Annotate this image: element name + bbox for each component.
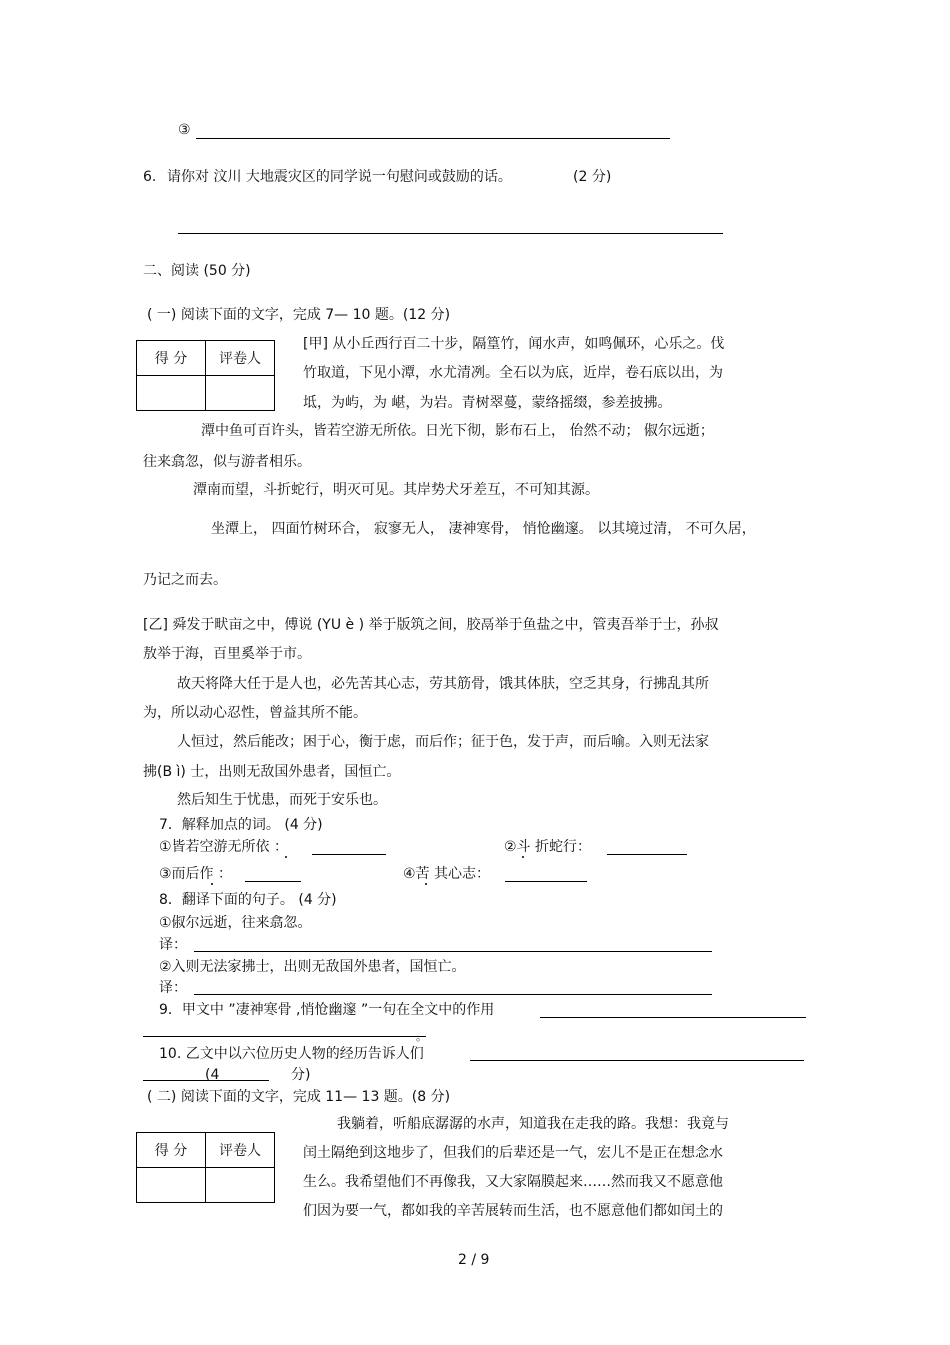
passage-2-line: 我躺着，听船底潺潺的水声，知道我在走我的路。我想：我竟与 xyxy=(337,1116,729,1132)
passage-yi-line: [乙] 舜发于畎亩之中，傅说 (YU è ) 举于版筑之间，胶鬲举于鱼盐之中，管夷吾举于士，孙叔 xyxy=(143,617,719,633)
section-title: 二、阅读 (50 分) xyxy=(143,263,251,279)
passage-jia-line: 潭中鱼可百许头，皆若空游无所依。日光下彻，影布石上， 佁然不动； 俶尔远逝； xyxy=(201,423,714,439)
grader-cell[interactable] xyxy=(206,1168,275,1203)
passage-jia-line: 乃记之而去。 xyxy=(143,572,227,588)
score-cell[interactable] xyxy=(137,376,206,411)
grader-label: 评卷人 xyxy=(206,341,275,376)
answer-line[interactable] xyxy=(194,994,712,995)
emphasis-dot xyxy=(211,883,213,885)
score-label: 得 分 xyxy=(137,341,206,376)
passage-yi-line: 敖举于海，百里奚举于市。 xyxy=(143,646,311,662)
passage-jia-line: 往来翕忽，似与游者相乐。 xyxy=(143,454,311,470)
question-7-item-d: ④苦 其心志： xyxy=(403,866,491,882)
answer-line[interactable] xyxy=(607,854,687,855)
question-6-text: 请你对 汶川 大地震灾区的同学说一句慰问或鼓励的话。 xyxy=(167,169,512,185)
passage-jia-line: [甲] 从小丘西行百二十步，隔篁竹，闻水声，如鸣佩环，心乐之。伐 xyxy=(303,336,725,352)
score-table xyxy=(136,340,275,411)
passage-2-line: 们因为要一气，都如我的辛苦展转而生活，也不愿意他们都如闰土的 xyxy=(303,1203,723,1219)
answer-line[interactable] xyxy=(194,951,712,952)
answer-line[interactable] xyxy=(505,881,587,882)
answer-line[interactable] xyxy=(540,1017,806,1018)
question-8-title: 8．翻译下面的句子。 (4 分) xyxy=(159,892,337,908)
part-1-heading: ( 一) 阅读下面的文字，完成 7— 10 题。(12 分) xyxy=(147,307,451,323)
part-2-heading: ( 二) 阅读下面的文字，完成 11— 13 题。(8 分) xyxy=(147,1089,451,1105)
question-7-item-a: ①皆若空游无所依 ： xyxy=(159,839,289,855)
answer-line[interactable] xyxy=(143,1036,426,1037)
score-label: 得 分 xyxy=(137,1133,206,1168)
question-10-text: 10. 乙文中以六位历史人物的经历告诉人们 xyxy=(159,1046,424,1062)
score-table xyxy=(136,1132,275,1203)
passage-jia-line: 坻，为屿，为 嵁，为岩。青树翠蔓，蒙络摇缀，参差披拂。 xyxy=(303,395,672,411)
page-number: 2 / 9 xyxy=(458,1252,490,1268)
answer-line[interactable] xyxy=(178,233,723,234)
question-7-title: 7．解释加点的词。 (4 分) xyxy=(159,817,323,833)
question-8-sentence-1: ①俶尔远逝，往来翕忽。 xyxy=(159,915,312,931)
answer-line[interactable] xyxy=(470,1060,804,1061)
passage-jia-line: 潭南而望，斗折蛇行，明灭可见。其岸势犬牙差互，不可知其源。 xyxy=(193,482,599,498)
passage-yi-line: 为，所以动心忍性，曾益其所不能。 xyxy=(143,705,367,721)
passage-yi-line: 拂(B ì) 士，出则无敌国外患者，国恒亡。 xyxy=(143,764,401,780)
emphasis-dot xyxy=(285,856,287,858)
translate-label: 译： xyxy=(159,980,187,996)
question-6-score: (2 分) xyxy=(573,169,612,185)
passage-jia-line: 竹取道，下见小潭，水尤清冽。全石以为底，近岸，卷石底以出，为 xyxy=(303,365,723,381)
question-9-text: 9．甲文中 ”凄神寒骨 ,悄怆幽邃 ”一句在全文中的作用 xyxy=(159,1002,495,1018)
question-7-item-b: ②斗 折蛇行： xyxy=(504,839,592,855)
emphasis-dot xyxy=(522,856,524,858)
passage-yi-line: 故天将降大任于是人也，必先苦其心志，劳其筋骨，饿其体肤，空乏其身，行拂乱其所 xyxy=(177,676,709,692)
grader-cell[interactable] xyxy=(206,376,275,411)
question-7-item-c: ③而后作 ： xyxy=(159,866,233,882)
translate-label: 译： xyxy=(159,937,187,953)
passage-yi-line: 人恒过，然后能改；困于心，衡于虑，而后作；征于色，发于声，而后喻。入则无法家 xyxy=(177,734,709,750)
item-3-marker: ③ xyxy=(178,122,191,138)
passage-yi-line: 然后知生于忧患，而死于安乐也。 xyxy=(177,792,387,808)
passage-2-line: 生么。我希望他们不再像我，又大家隔膜起来……然而我又不愿意他 xyxy=(303,1174,723,1190)
answer-line[interactable] xyxy=(196,138,670,139)
grader-label: 评卷人 xyxy=(206,1133,275,1168)
passage-jia-line: 坐潭上， 四面竹树环合， 寂寥无人， 凄神寒骨， 悄怆幽邃。 以其境过清， 不可久居， xyxy=(211,521,756,537)
emphasis-dot xyxy=(425,883,427,885)
answer-line[interactable] xyxy=(312,854,386,855)
answer-line[interactable] xyxy=(245,881,301,882)
period-mark: 。 xyxy=(416,1030,427,1043)
question-10-score-a: (4 xyxy=(205,1067,220,1083)
question-10-score-b: 分) xyxy=(291,1067,311,1083)
passage-2-line: 闰土隔绝到这地步了，但我们的后辈还是一气，宏儿不是正在想念水 xyxy=(303,1145,723,1161)
question-8-sentence-2: ②入则无法家拂士，出则无敌国外患者，国恒亡。 xyxy=(159,959,466,975)
question-6-number: 6. xyxy=(143,169,157,185)
score-cell[interactable] xyxy=(137,1168,206,1203)
